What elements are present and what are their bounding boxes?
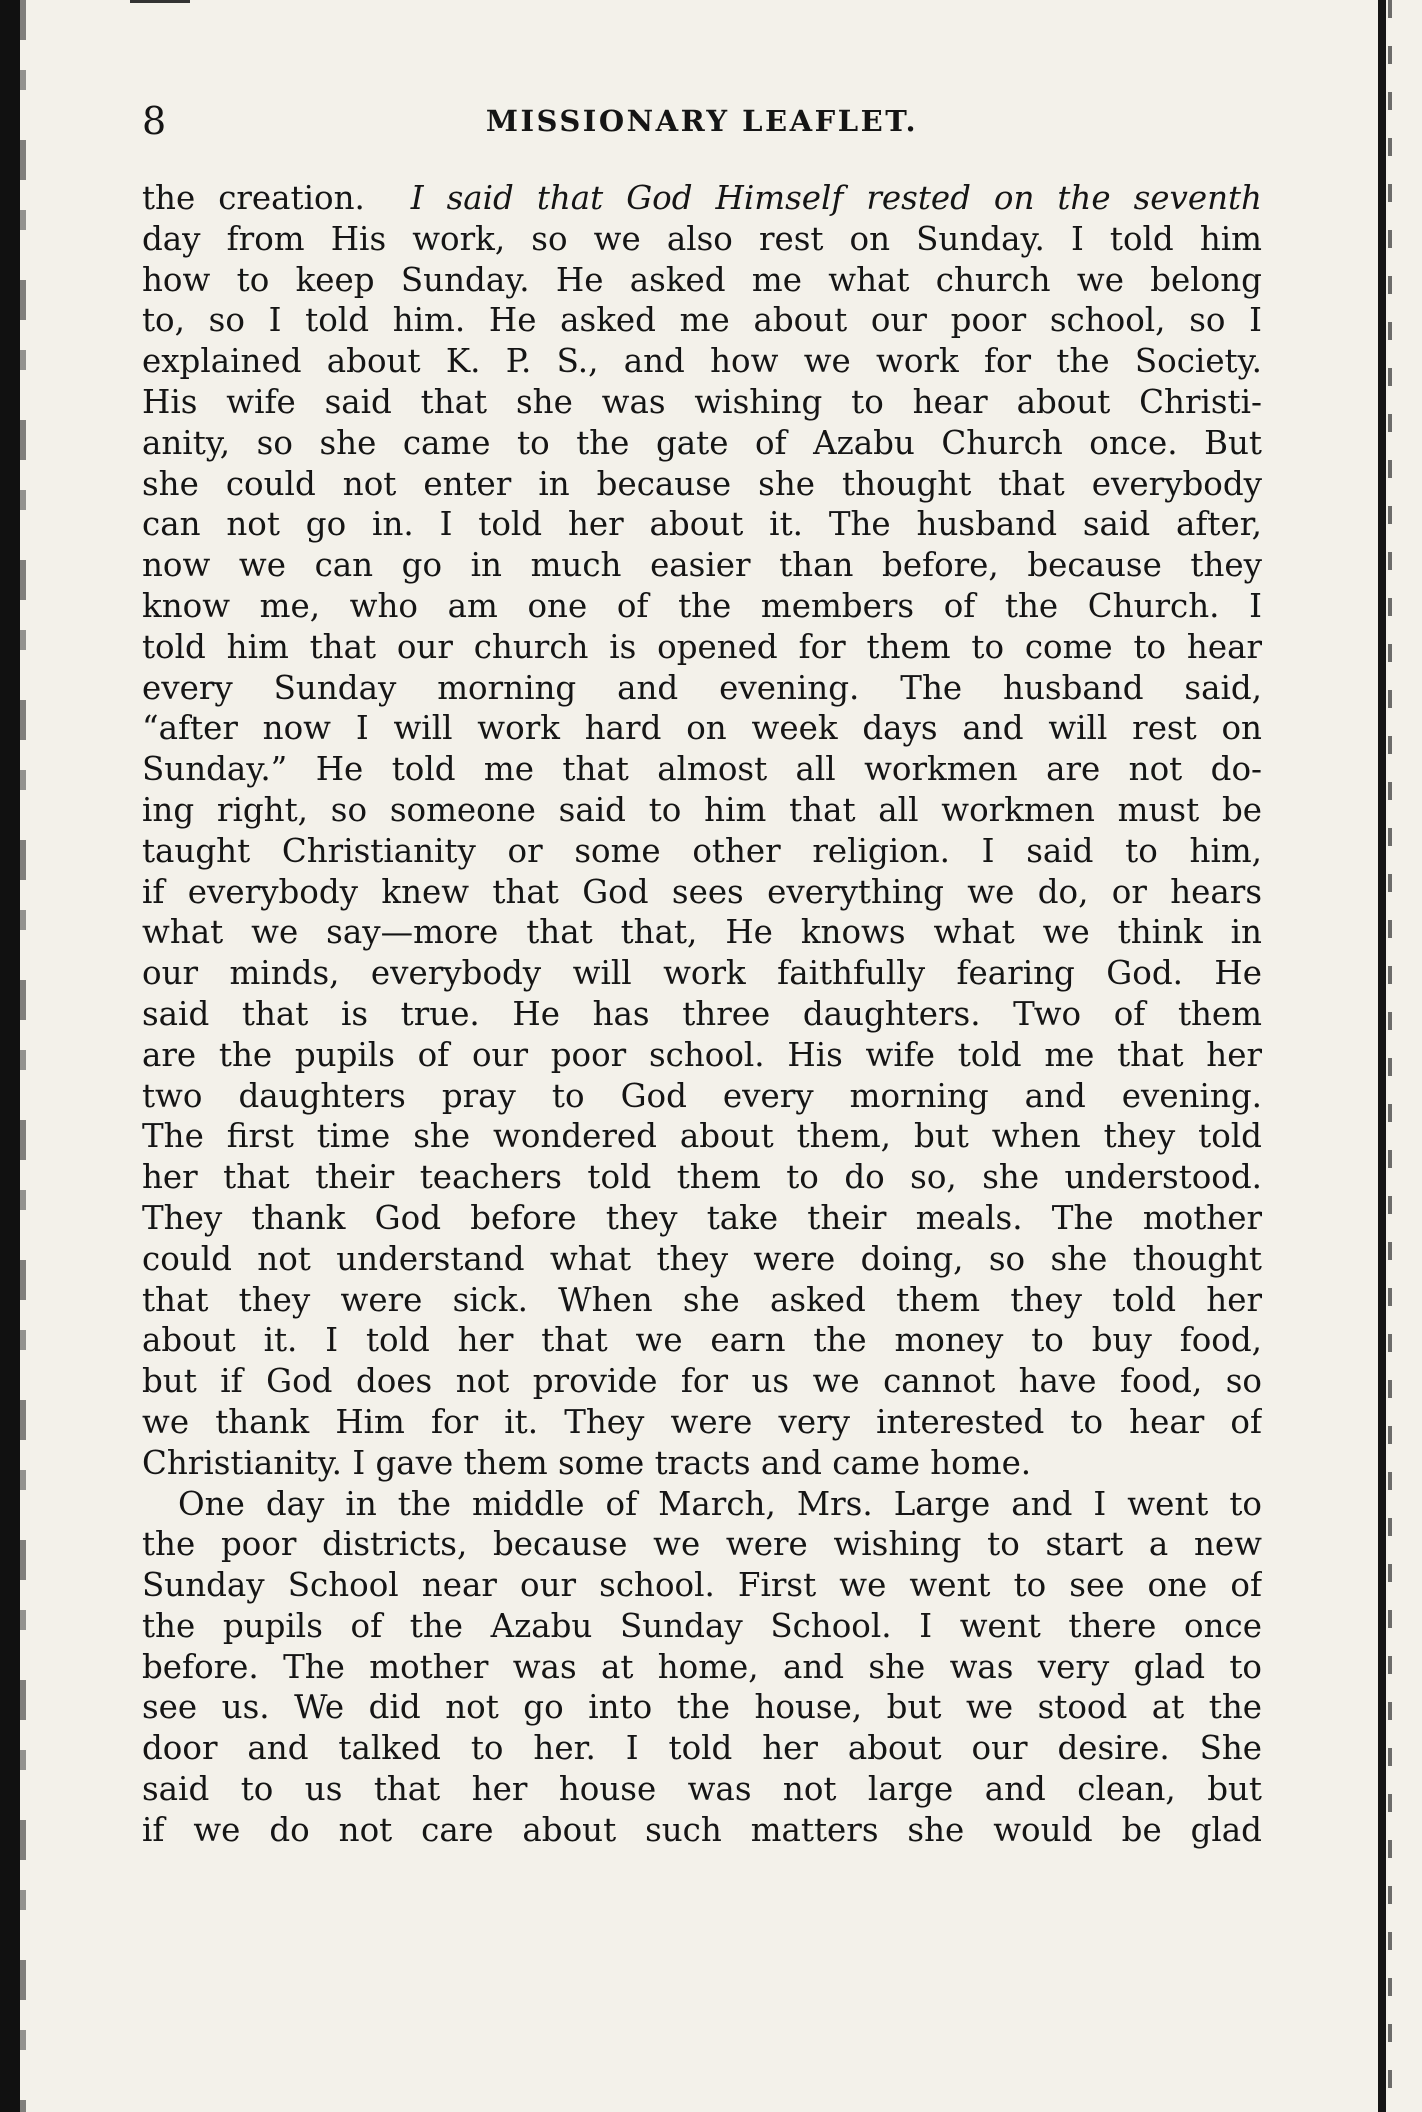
page-number: 8 <box>142 99 167 143</box>
text-line: They thank God before they take their meals. The mother <box>142 1198 1262 1237</box>
page-edge-right <box>1378 0 1386 2112</box>
text-line: that they were sick. When she asked them they told her <box>142 1280 1262 1319</box>
text-line: how to keep Sunday. He asked me what church we belong <box>142 260 1262 299</box>
text-line: day from His work, so we also rest on Sunday. I told him <box>142 219 1262 258</box>
text-line: taught Christianity or some other religion. I said to him, <box>142 831 1262 870</box>
text-line-paragraph-end: Christianity. I gave them some tracts and came home. <box>142 1443 1032 1482</box>
text-line: before. The mother was at home, and she was very glad to <box>142 1647 1262 1686</box>
running-title: MISSIONARY LEAFLET. <box>485 104 919 138</box>
text-line: said to us that her house was not large and clean, but <box>142 1770 1262 1809</box>
text-line: are the pupils of our poor school. His wife told me that her <box>142 1035 1262 1074</box>
page-edge-right-marks <box>1388 0 1392 2112</box>
text-line: said that is true. He has three daughters. Two of them <box>142 994 1262 1033</box>
text-line: if we do not care about such matters she would be glad <box>142 1810 1262 1849</box>
text-line: what we say—more that that, He knows what we think in <box>142 913 1262 952</box>
text-line: our minds, everybody will work faithfully fearing God. He <box>142 954 1262 993</box>
text-line: anity, so she came to the gate of Azabu Church once. But <box>142 423 1262 462</box>
text-line: to, so I told him. He asked me about our poor school, so I <box>142 301 1262 340</box>
binding-edge-left <box>0 0 20 2112</box>
text-line: but if God does not provide for us we cannot have food, so <box>142 1362 1262 1401</box>
text-line: we thank Him for it. They were very interested to hear of <box>142 1402 1262 1441</box>
text-line: two daughters pray to God every morning and evening. <box>142 1076 1262 1115</box>
text-line: she could not enter in because she thought that everybody <box>142 464 1262 503</box>
text-line: if everybody knew that God sees everything we do, or hears <box>142 872 1262 911</box>
text-line: The first time she wondered about them, but when they told <box>142 1117 1262 1156</box>
text-line: about it. I told her that we earn the money to buy food, <box>142 1321 1262 1360</box>
text-line: know me, who am one of the members of the Church. I <box>142 586 1262 625</box>
text-line: explained about K. P. S., and how we work for the Society. <box>142 342 1262 381</box>
scan-mark-top <box>130 0 190 3</box>
text-line: His wife said that she was wishing to hear about Christi- <box>142 382 1262 421</box>
text-line: door and talked to her. I told her about our desire. She <box>142 1729 1262 1768</box>
text-line: told him that our church is opened for them to come to hear <box>142 627 1262 666</box>
text-line: her that their teachers told them to do so, she understood. <box>142 1158 1262 1197</box>
text-line: now we can go in much easier than before, because they <box>142 546 1262 585</box>
italic-fragment: I said that God Himself rested on the seventh <box>410 179 1262 217</box>
text-line: see us. We did not go into the house, but we stood at the <box>142 1688 1262 1727</box>
text-line: “after now I will work hard on week days and will rest on <box>142 709 1262 748</box>
text-line: Sunday School near our school. First we went to see one of <box>142 1566 1262 1605</box>
text-line-first: the creation. I said that God Himself rested on the seventh <box>142 179 1262 217</box>
text-line-paragraph-start: One day in the middle of March, Mrs. Large and I went to <box>178 1484 1262 1523</box>
text-line: could not understand what they were doing, so she thought <box>142 1239 1262 1278</box>
text-line: every Sunday morning and evening. The husband said, <box>142 668 1262 707</box>
text-line: the poor districts, because we were wishing to start a new <box>142 1525 1262 1564</box>
text-line: ing right, so someone said to him that all workmen must be <box>142 790 1262 829</box>
text-line: Sunday.” He told me that almost all workmen are not do- <box>142 750 1262 789</box>
text-line: can not go in. I told her about it. The husband said after, <box>142 505 1262 544</box>
body-text <box>142 178 1262 1851</box>
text-line: the pupils of the Azabu Sunday School. I went there once <box>142 1606 1262 1645</box>
page-header <box>142 96 1262 146</box>
